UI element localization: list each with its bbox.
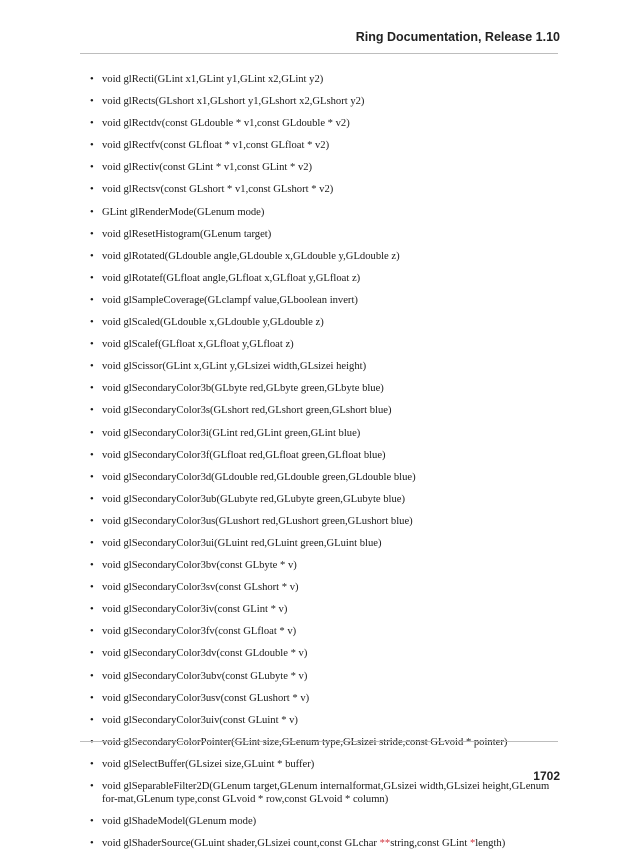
list-item: • void glSecondaryColor3ui(GLuint red,GLuint green,GLuint blue) [90,537,560,550]
list-item: • void glScalef(GLfloat x,GLfloat y,GLfloat z) [90,338,560,351]
list-item: • void glRectiv(const GLint * v1,const GLint * v2) [90,161,560,174]
page-number: 1702 [533,769,560,783]
list-item: • void glSecondaryColor3dv(const GLdouble * v) [90,647,560,660]
list-item: • void glScissor(GLint x,GLint y,GLsizei width,GLsizei height) [90,360,560,373]
list-item: • void glScaled(GLdouble x,GLdouble y,GLdouble z) [90,316,560,329]
list-item: • void glSecondaryColor3i(GLint red,GLint green,GLint blue) [90,427,560,440]
signature-text: length) [475,838,506,850]
signature-text: string,const GLint [390,838,470,850]
highlight-mark: ** [379,838,391,850]
list-item: • void glSecondaryColor3ub(GLubyte red,GLubyte green,GLubyte blue) [90,493,560,506]
list-item: • void glSecondaryColor3f(GLfloat red,GLfloat green,GLfloat blue) [90,449,560,462]
list-item: • void glResetHistogram(GLenum target) [90,228,560,241]
list-item: • void glRotatef(GLfloat angle,GLfloat x,GLfloat y,GLfloat z) [90,272,560,285]
list-item: • void glSeparableFilter2D(GLenum target,GLenum internalformat,GLsizei width,GLsizei height,GLenum for-mat,GLenum type,const GLvoid * row,const GLvoid * column) [90,780,560,806]
highlight-mark: * [469,838,476,850]
list-item: • void glSelectBuffer(GLsizei size,GLuint * buffer) [90,758,560,771]
signature-text: void glShaderSource(GLuint shader,GLsizei count,const GLchar [102,838,380,850]
list-item: • void glRects(GLshort x1,GLshort y1,GLshort x2,GLshort y2) [90,95,560,108]
list-item: • void glSecondaryColor3b(GLbyte red,GLbyte green,GLbyte blue) [90,382,560,395]
list-item: • void glRectfv(const GLfloat * v1,const GLfloat * v2) [90,139,560,152]
list-item: • void glSecondaryColor3sv(const GLshort * v) [90,581,560,594]
list-item: • GLint glRenderMode(GLenum mode) [90,206,560,219]
running-header: Ring Documentation, Release 1.10 [355,30,560,44]
function-signature-list [90,73,560,850]
footer-divider [80,741,558,742]
list-item: • void glSecondaryColor3usv(const GLushort * v) [90,692,560,705]
list-item: • void glSecondaryColor3iv(const GLint * v) [90,603,560,616]
list-item: • void glSecondaryColor3s(GLshort red,GLshort green,GLshort blue) [90,404,560,417]
list-item: • void glSecondaryColor3bv(const GLbyte * v) [90,559,560,572]
header-divider [80,53,558,54]
list-item: • void glSecondaryColor3fv(const GLfloat * v) [90,625,560,638]
list-item: • void glRectsv(const GLshort * v1,const GLshort * v2) [90,183,560,196]
list-item-shader-source [90,837,560,850]
list-item: • void glRectdv(const GLdouble * v1,const GLdouble * v2) [90,117,560,130]
list-item: • void glSampleCoverage(GLclampf value,GLboolean invert) [90,294,560,307]
list-item: • void glSecondaryColor3us(GLushort red,GLushort green,GLushort blue) [90,515,560,528]
list-item: • void glSecondaryColorPointer(GLint size,GLenum type,GLsizei stride,const GLvoid * pointer) [90,736,560,749]
list-item: • void glRecti(GLint x1,GLint y1,GLint x2,GLint y2) [90,73,560,86]
list-item: • void glShadeModel(GLenum mode) [90,815,560,828]
list-item: • void glSecondaryColor3uiv(const GLuint * v) [90,714,560,727]
list-item: • void glRotated(GLdouble angle,GLdouble x,GLdouble y,GLdouble z) [90,250,560,263]
list-item: • void glSecondaryColor3ubv(const GLubyte * v) [90,670,560,683]
list-item: • void glSecondaryColor3d(GLdouble red,GLdouble green,GLdouble blue) [90,471,560,484]
